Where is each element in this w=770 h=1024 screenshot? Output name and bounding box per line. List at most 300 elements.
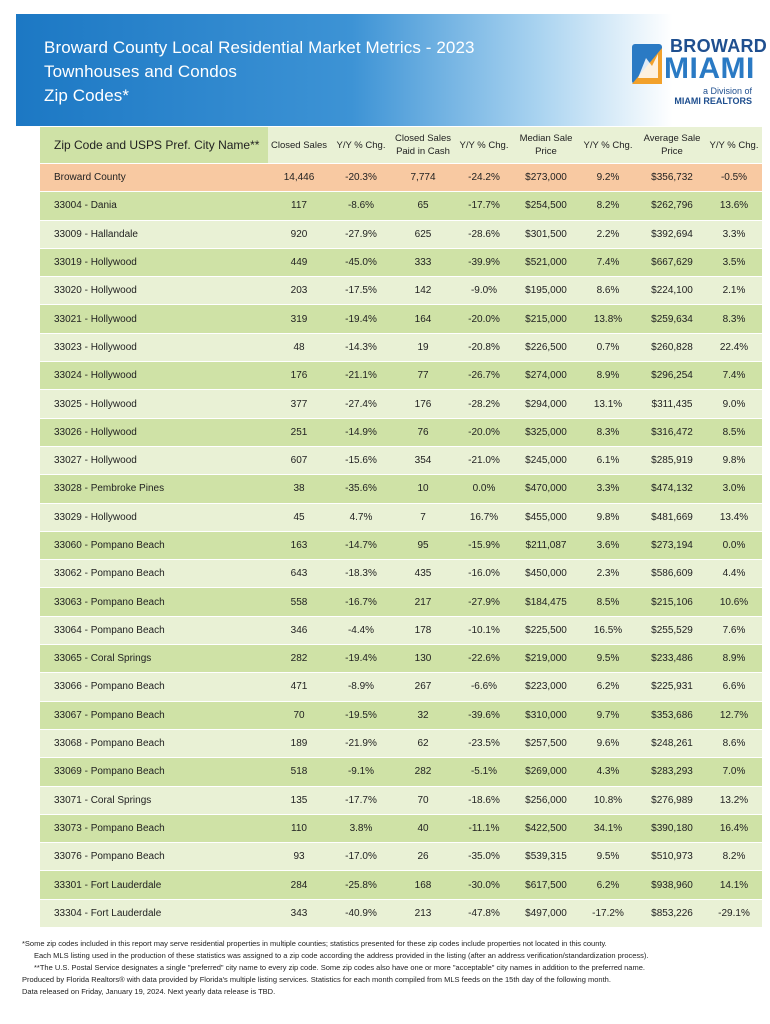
cash-sales-cell: 213	[392, 900, 454, 928]
zip-cell: 33028 - Pembroke Pines	[40, 475, 268, 503]
median-price-yoy-cell: 13.1%	[578, 390, 638, 418]
average-price-yoy-cell: 7.6%	[706, 617, 762, 645]
zip-cell: 33066 - Pompano Beach	[40, 673, 268, 701]
logo-division-text: a Division of	[702, 86, 752, 96]
median-price-yoy-cell: 4.3%	[578, 758, 638, 786]
average-price-cell: $233,486	[638, 645, 706, 673]
median-price-yoy-cell: 8.3%	[578, 419, 638, 447]
cash-sales-yoy-cell: -20.0%	[454, 419, 514, 447]
average-price-yoy-cell: 8.2%	[706, 843, 762, 871]
cash-sales-yoy-cell: -30.0%	[454, 871, 514, 899]
table-row	[40, 560, 762, 588]
average-price-cell: $255,529	[638, 617, 706, 645]
footnote-produced-by: Produced by Florida Realtors® with data provided by Florida's multiple listing services. Statistics for each month compiled from MLS feeds on the 15th day of the following month.	[22, 975, 611, 984]
zip-cell: 33021 - Hollywood	[40, 305, 268, 333]
closed-sales-cell: 284	[268, 871, 330, 899]
table-row	[40, 277, 762, 305]
table-row	[40, 673, 762, 701]
median-price-yoy-cell: 13.8%	[578, 305, 638, 333]
report-subtitle-geography: Zip Codes*	[44, 86, 130, 105]
cash-sales-yoy-cell: -17.7%	[454, 192, 514, 220]
average-price-yoy-cell: 13.4%	[706, 504, 762, 532]
median-price-cell: $294,000	[514, 390, 578, 418]
closed-sales-cell: 14,446	[268, 164, 330, 192]
average-price-yoy-cell: 7.4%	[706, 362, 762, 390]
cash-sales-yoy-cell: -24.2%	[454, 164, 514, 192]
report-title-block	[44, 36, 475, 108]
median-price-cell: $497,000	[514, 900, 578, 928]
cash-sales-cell: 62	[392, 730, 454, 758]
closed-sales-yoy-cell: -17.0%	[330, 843, 392, 871]
closed-sales-cell: 176	[268, 362, 330, 390]
closed-sales-yoy-cell: -19.5%	[330, 702, 392, 730]
median-price-yoy-cell: 6.1%	[578, 447, 638, 475]
median-price-yoy-cell: 9.7%	[578, 702, 638, 730]
zip-cell: 33065 - Coral Springs	[40, 645, 268, 673]
column-header-average-price-yoy: Y/Y % Chg.	[706, 127, 762, 164]
closed-sales-yoy-cell: -17.7%	[330, 787, 392, 815]
footnotes	[22, 938, 762, 998]
median-price-cell: $455,000	[514, 504, 578, 532]
median-price-yoy-cell: 9.5%	[578, 645, 638, 673]
cash-sales-cell: 95	[392, 532, 454, 560]
closed-sales-yoy-cell: -14.3%	[330, 334, 392, 362]
average-price-cell: $510,973	[638, 843, 706, 871]
table-row	[40, 504, 762, 532]
median-price-yoy-cell: 7.4%	[578, 249, 638, 277]
cash-sales-cell: 77	[392, 362, 454, 390]
median-price-cell: $223,000	[514, 673, 578, 701]
closed-sales-yoy-cell: -40.9%	[330, 900, 392, 928]
average-price-yoy-cell: 3.5%	[706, 249, 762, 277]
table-row	[40, 815, 762, 843]
average-price-cell: $260,828	[638, 334, 706, 362]
table-row	[40, 419, 762, 447]
closed-sales-cell: 45	[268, 504, 330, 532]
average-price-cell: $296,254	[638, 362, 706, 390]
median-price-yoy-cell: 9.2%	[578, 164, 638, 192]
average-price-yoy-cell: 3.0%	[706, 475, 762, 503]
cash-sales-yoy-cell: -28.2%	[454, 390, 514, 418]
footnote-usps-city: **The U.S. Postal Service designates a single "preferred" city name to every zip code. Some zip codes also have one or more "acceptable" city names in addition to the preferred name.	[34, 963, 645, 972]
average-price-cell: $311,435	[638, 390, 706, 418]
closed-sales-cell: 449	[268, 249, 330, 277]
median-price-yoy-cell: -17.2%	[578, 900, 638, 928]
closed-sales-yoy-cell: -21.9%	[330, 730, 392, 758]
cash-sales-yoy-cell: -15.9%	[454, 532, 514, 560]
median-price-cell: $245,000	[514, 447, 578, 475]
median-price-yoy-cell: 10.8%	[578, 787, 638, 815]
zip-cell: 33023 - Hollywood	[40, 334, 268, 362]
median-price-yoy-cell: 3.3%	[578, 475, 638, 503]
cash-sales-cell: 7,774	[392, 164, 454, 192]
table-header-row	[40, 127, 762, 164]
closed-sales-cell: 93	[268, 843, 330, 871]
closed-sales-yoy-cell: -4.4%	[330, 617, 392, 645]
median-price-yoy-cell: 9.8%	[578, 504, 638, 532]
cash-sales-cell: 40	[392, 815, 454, 843]
zip-cell: 33068 - Pompano Beach	[40, 730, 268, 758]
average-price-yoy-cell: 3.3%	[706, 221, 762, 249]
average-price-yoy-cell: 8.3%	[706, 305, 762, 333]
cash-sales-yoy-cell: -39.9%	[454, 249, 514, 277]
median-price-cell: $256,000	[514, 787, 578, 815]
table-row	[40, 645, 762, 673]
zip-cell: 33064 - Pompano Beach	[40, 617, 268, 645]
cash-sales-yoy-cell: -23.5%	[454, 730, 514, 758]
cash-sales-yoy-cell: -39.6%	[454, 702, 514, 730]
footnote-release-date: Data released on Friday, January 19, 2024. Next yearly data release is TBD.	[22, 987, 276, 996]
median-price-cell: $273,000	[514, 164, 578, 192]
median-price-cell: $211,087	[514, 532, 578, 560]
report-page	[16, 14, 768, 1014]
cash-sales-cell: 217	[392, 588, 454, 616]
median-price-yoy-cell: 2.3%	[578, 560, 638, 588]
table-row	[40, 334, 762, 362]
cash-sales-yoy-cell: -26.7%	[454, 362, 514, 390]
median-price-cell: $325,000	[514, 419, 578, 447]
median-price-cell: $257,500	[514, 730, 578, 758]
average-price-yoy-cell: 9.0%	[706, 390, 762, 418]
report-title: Broward County Local Residential Market Metrics - 2023	[44, 38, 475, 57]
closed-sales-cell: 38	[268, 475, 330, 503]
average-price-yoy-cell: 9.8%	[706, 447, 762, 475]
zip-cell: 33071 - Coral Springs	[40, 787, 268, 815]
closed-sales-cell: 346	[268, 617, 330, 645]
closed-sales-cell: 251	[268, 419, 330, 447]
average-price-cell: $667,629	[638, 249, 706, 277]
average-price-yoy-cell: -29.1%	[706, 900, 762, 928]
cash-sales-cell: 76	[392, 419, 454, 447]
zip-cell: Broward County	[40, 164, 268, 192]
average-price-cell: $225,931	[638, 673, 706, 701]
average-price-cell: $273,194	[638, 532, 706, 560]
zip-cell: 33024 - Hollywood	[40, 362, 268, 390]
closed-sales-yoy-cell: -19.4%	[330, 305, 392, 333]
closed-sales-yoy-cell: -19.4%	[330, 645, 392, 673]
closed-sales-yoy-cell: -18.3%	[330, 560, 392, 588]
average-price-yoy-cell: 10.6%	[706, 588, 762, 616]
median-price-yoy-cell: 3.6%	[578, 532, 638, 560]
zip-cell: 33060 - Pompano Beach	[40, 532, 268, 560]
median-price-cell: $195,000	[514, 277, 578, 305]
closed-sales-yoy-cell: -17.5%	[330, 277, 392, 305]
median-price-yoy-cell: 34.1%	[578, 815, 638, 843]
median-price-cell: $450,000	[514, 560, 578, 588]
closed-sales-yoy-cell: -21.1%	[330, 362, 392, 390]
closed-sales-cell: 607	[268, 447, 330, 475]
average-price-cell: $353,686	[638, 702, 706, 730]
closed-sales-yoy-cell: -14.7%	[330, 532, 392, 560]
median-price-yoy-cell: 16.5%	[578, 617, 638, 645]
average-price-cell: $224,100	[638, 277, 706, 305]
zip-cell: 33304 - Fort Lauderdale	[40, 900, 268, 928]
average-price-cell: $316,472	[638, 419, 706, 447]
closed-sales-cell: 48	[268, 334, 330, 362]
median-price-yoy-cell: 8.6%	[578, 277, 638, 305]
closed-sales-cell: 203	[268, 277, 330, 305]
logo-broward-text: BROWARD	[670, 36, 768, 56]
table-row	[40, 843, 762, 871]
zip-cell: 33076 - Pompano Beach	[40, 843, 268, 871]
table-row	[40, 900, 762, 928]
cash-sales-yoy-cell: 0.0%	[454, 475, 514, 503]
cash-sales-yoy-cell: 16.7%	[454, 504, 514, 532]
table-row	[40, 787, 762, 815]
cash-sales-cell: 333	[392, 249, 454, 277]
cash-sales-cell: 282	[392, 758, 454, 786]
closed-sales-cell: 343	[268, 900, 330, 928]
cash-sales-cell: 32	[392, 702, 454, 730]
closed-sales-cell: 920	[268, 221, 330, 249]
cash-sales-yoy-cell: -35.0%	[454, 843, 514, 871]
cash-sales-cell: 178	[392, 617, 454, 645]
closed-sales-yoy-cell: -27.4%	[330, 390, 392, 418]
average-price-cell: $262,796	[638, 192, 706, 220]
median-price-cell: $310,000	[514, 702, 578, 730]
cash-sales-cell: 7	[392, 504, 454, 532]
cash-sales-cell: 65	[392, 192, 454, 220]
zip-cell: 33069 - Pompano Beach	[40, 758, 268, 786]
median-price-yoy-cell: 2.2%	[578, 221, 638, 249]
cash-sales-yoy-cell: -20.0%	[454, 305, 514, 333]
cash-sales-cell: 26	[392, 843, 454, 871]
zip-cell: 33062 - Pompano Beach	[40, 560, 268, 588]
cash-sales-yoy-cell: -22.6%	[454, 645, 514, 673]
closed-sales-yoy-cell: -35.6%	[330, 475, 392, 503]
median-price-cell: $226,500	[514, 334, 578, 362]
table-row	[40, 221, 762, 249]
table-row-county-total	[40, 164, 762, 192]
zip-cell: 33027 - Hollywood	[40, 447, 268, 475]
average-price-yoy-cell: 22.4%	[706, 334, 762, 362]
closed-sales-yoy-cell: -45.0%	[330, 249, 392, 277]
table-row	[40, 758, 762, 786]
median-price-cell: $521,000	[514, 249, 578, 277]
cash-sales-cell: 164	[392, 305, 454, 333]
average-price-yoy-cell: 0.0%	[706, 532, 762, 560]
average-price-yoy-cell: 12.7%	[706, 702, 762, 730]
median-price-cell: $254,500	[514, 192, 578, 220]
column-header-closed-sales-yoy: Y/Y % Chg.	[330, 127, 392, 164]
median-price-yoy-cell: 6.2%	[578, 673, 638, 701]
closed-sales-cell: 117	[268, 192, 330, 220]
average-price-cell: $390,180	[638, 815, 706, 843]
column-header-median-price: Median Sale Price	[514, 127, 578, 164]
closed-sales-cell: 135	[268, 787, 330, 815]
closed-sales-cell: 518	[268, 758, 330, 786]
median-price-yoy-cell: 0.7%	[578, 334, 638, 362]
average-price-cell: $938,960	[638, 871, 706, 899]
closed-sales-cell: 643	[268, 560, 330, 588]
closed-sales-cell: 189	[268, 730, 330, 758]
table-row	[40, 447, 762, 475]
median-price-yoy-cell: 9.5%	[578, 843, 638, 871]
table-row	[40, 390, 762, 418]
cash-sales-cell: 19	[392, 334, 454, 362]
average-price-yoy-cell: 8.5%	[706, 419, 762, 447]
cash-sales-cell: 176	[392, 390, 454, 418]
zip-cell: 33004 - Dania	[40, 192, 268, 220]
cash-sales-cell: 168	[392, 871, 454, 899]
average-price-cell: $283,293	[638, 758, 706, 786]
closed-sales-cell: 110	[268, 815, 330, 843]
cash-sales-yoy-cell: -10.1%	[454, 617, 514, 645]
median-price-yoy-cell: 6.2%	[578, 871, 638, 899]
average-price-yoy-cell: 13.2%	[706, 787, 762, 815]
average-price-yoy-cell: 8.6%	[706, 730, 762, 758]
zip-cell: 33063 - Pompano Beach	[40, 588, 268, 616]
table-body	[40, 164, 762, 928]
zip-cell: 33009 - Hallandale	[40, 221, 268, 249]
cash-sales-yoy-cell: -47.8%	[454, 900, 514, 928]
table-row	[40, 305, 762, 333]
average-price-cell: $215,106	[638, 588, 706, 616]
median-price-yoy-cell: 8.9%	[578, 362, 638, 390]
footnote-multi-county: *Some zip codes included in this report may serve residential properties in multiple counties; statistics presented for these zip codes include properties not located in this county.	[22, 939, 607, 948]
average-price-cell: $276,989	[638, 787, 706, 815]
table-row	[40, 532, 762, 560]
zip-cell: 33029 - Hollywood	[40, 504, 268, 532]
table-row	[40, 617, 762, 645]
median-price-cell: $617,500	[514, 871, 578, 899]
cash-sales-cell: 130	[392, 645, 454, 673]
zip-cell: 33026 - Hollywood	[40, 419, 268, 447]
median-price-cell: $470,000	[514, 475, 578, 503]
table-row	[40, 702, 762, 730]
column-header-zip: Zip Code and USPS Pref. City Name**	[40, 127, 268, 164]
average-price-cell: $285,919	[638, 447, 706, 475]
cash-sales-yoy-cell: -11.1%	[454, 815, 514, 843]
closed-sales-cell: 377	[268, 390, 330, 418]
average-price-cell: $248,261	[638, 730, 706, 758]
column-header-cash-sales-yoy: Y/Y % Chg.	[454, 127, 514, 164]
logo-realtors-text: MIAMI REALTORS	[674, 96, 752, 106]
footnote-mls-assignment: Each MLS listing used in the production of these statistics was assigned to a zip code according the address provided in the listing (after an address verification/standardization process).	[34, 951, 649, 960]
table-row	[40, 249, 762, 277]
broward-miami-logo	[628, 34, 768, 114]
table-row	[40, 192, 762, 220]
average-price-cell: $853,226	[638, 900, 706, 928]
report-subtitle-property-type: Townhouses and Condos	[44, 62, 238, 81]
closed-sales-cell: 471	[268, 673, 330, 701]
median-price-yoy-cell: 8.2%	[578, 192, 638, 220]
table-row	[40, 588, 762, 616]
closed-sales-yoy-cell: 3.8%	[330, 815, 392, 843]
cash-sales-yoy-cell: -21.0%	[454, 447, 514, 475]
average-price-yoy-cell: 8.9%	[706, 645, 762, 673]
cash-sales-yoy-cell: -5.1%	[454, 758, 514, 786]
median-price-cell: $274,000	[514, 362, 578, 390]
closed-sales-cell: 163	[268, 532, 330, 560]
closed-sales-yoy-cell: -25.8%	[330, 871, 392, 899]
median-price-cell: $422,500	[514, 815, 578, 843]
cash-sales-yoy-cell: -20.8%	[454, 334, 514, 362]
median-price-cell: $219,000	[514, 645, 578, 673]
market-metrics-table	[40, 127, 762, 928]
cash-sales-cell: 435	[392, 560, 454, 588]
median-price-cell: $215,000	[514, 305, 578, 333]
average-price-yoy-cell: 2.1%	[706, 277, 762, 305]
cash-sales-yoy-cell: -6.6%	[454, 673, 514, 701]
closed-sales-cell: 558	[268, 588, 330, 616]
closed-sales-yoy-cell: -16.7%	[330, 588, 392, 616]
cash-sales-cell: 142	[392, 277, 454, 305]
average-price-yoy-cell: 14.1%	[706, 871, 762, 899]
median-price-yoy-cell: 8.5%	[578, 588, 638, 616]
zip-cell: 33025 - Hollywood	[40, 390, 268, 418]
average-price-cell: $586,609	[638, 560, 706, 588]
cash-sales-cell: 354	[392, 447, 454, 475]
cash-sales-yoy-cell: -16.0%	[454, 560, 514, 588]
zip-cell: 33073 - Pompano Beach	[40, 815, 268, 843]
average-price-yoy-cell: 6.6%	[706, 673, 762, 701]
closed-sales-cell: 319	[268, 305, 330, 333]
closed-sales-yoy-cell: -9.1%	[330, 758, 392, 786]
cash-sales-yoy-cell: -27.9%	[454, 588, 514, 616]
zip-cell: 33019 - Hollywood	[40, 249, 268, 277]
average-price-yoy-cell: 7.0%	[706, 758, 762, 786]
logo-mark-icon	[628, 38, 668, 88]
median-price-cell: $539,315	[514, 843, 578, 871]
closed-sales-yoy-cell: -8.6%	[330, 192, 392, 220]
closed-sales-cell: 282	[268, 645, 330, 673]
closed-sales-cell: 70	[268, 702, 330, 730]
report-header	[16, 14, 768, 126]
column-header-closed-sales: Closed Sales	[268, 127, 330, 164]
cash-sales-cell: 70	[392, 787, 454, 815]
median-price-cell: $225,500	[514, 617, 578, 645]
closed-sales-yoy-cell: -14.9%	[330, 419, 392, 447]
cash-sales-cell: 267	[392, 673, 454, 701]
average-price-cell: $356,732	[638, 164, 706, 192]
column-header-cash-sales: Closed Sales Paid in Cash	[392, 127, 454, 164]
logo-miami-text: MIAMI	[664, 52, 755, 85]
average-price-yoy-cell: 16.4%	[706, 815, 762, 843]
cash-sales-cell: 10	[392, 475, 454, 503]
average-price-cell: $392,694	[638, 221, 706, 249]
zip-cell: 33020 - Hollywood	[40, 277, 268, 305]
closed-sales-yoy-cell: 4.7%	[330, 504, 392, 532]
table-row	[40, 362, 762, 390]
closed-sales-yoy-cell: -15.6%	[330, 447, 392, 475]
median-price-cell: $269,000	[514, 758, 578, 786]
average-price-cell: $481,669	[638, 504, 706, 532]
average-price-yoy-cell: 13.6%	[706, 192, 762, 220]
closed-sales-yoy-cell: -8.9%	[330, 673, 392, 701]
average-price-cell: $259,634	[638, 305, 706, 333]
median-price-cell: $184,475	[514, 588, 578, 616]
average-price-yoy-cell: 4.4%	[706, 560, 762, 588]
median-price-yoy-cell: 9.6%	[578, 730, 638, 758]
closed-sales-yoy-cell: -20.3%	[330, 164, 392, 192]
table-row	[40, 475, 762, 503]
column-header-median-price-yoy: Y/Y % Chg.	[578, 127, 638, 164]
cash-sales-yoy-cell: -9.0%	[454, 277, 514, 305]
zip-cell: 33067 - Pompano Beach	[40, 702, 268, 730]
zip-cell: 33301 - Fort Lauderdale	[40, 871, 268, 899]
cash-sales-yoy-cell: -18.6%	[454, 787, 514, 815]
cash-sales-cell: 625	[392, 221, 454, 249]
closed-sales-yoy-cell: -27.9%	[330, 221, 392, 249]
cash-sales-yoy-cell: -28.6%	[454, 221, 514, 249]
table-row	[40, 730, 762, 758]
average-price-yoy-cell: -0.5%	[706, 164, 762, 192]
table-row	[40, 871, 762, 899]
column-header-average-price: Average Sale Price	[638, 127, 706, 164]
average-price-cell: $474,132	[638, 475, 706, 503]
median-price-cell: $301,500	[514, 221, 578, 249]
